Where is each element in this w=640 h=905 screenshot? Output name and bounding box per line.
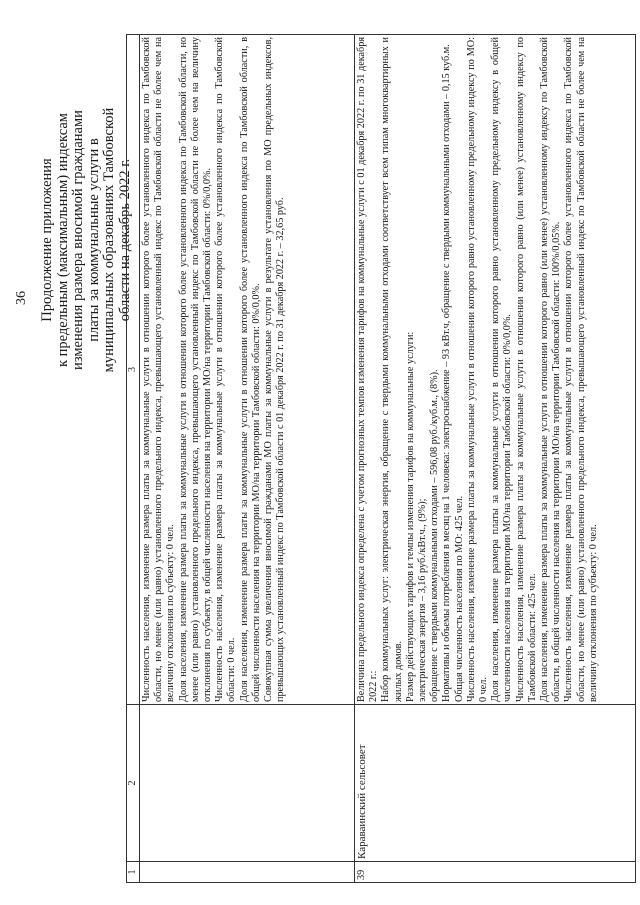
description-paragraph: Численность населения, изменение размера платы за коммунальные услуги в отношении которого более установленного индекса по Тамбовской области: 0 чел. — [214, 37, 238, 702]
row-number: 39 — [355, 862, 636, 883]
index-table — [126, 34, 636, 883]
description-paragraph: Набор коммунальных услуг: электрическая энергия, обращение с твердыми коммунальными отходами соответствует всем типам многоквартирных и жилых домов. — [380, 37, 404, 702]
description-paragraph: Размер действующих тарифов и темпы изменения тарифов на коммунальные услуги: — [404, 331, 416, 702]
description-paragraph: Общая численность населения по МО: 425 чел. — [453, 495, 465, 702]
heading-line: Продолжение приложения — [39, 158, 55, 322]
heading-line: муниципальных образованиях Тамбовской — [101, 107, 117, 373]
heading-line: к предельным (максимальным) индексам — [54, 113, 71, 367]
row-description — [140, 35, 355, 705]
description-paragraph: Численность населения, изменение размера платы за коммунальные услуги в отношении которого более установленного индекса по Тамбовской области, но менее (или равно) установленного предельного индекса, превышающего установленный индекс по Тамбовской области не более чем на величину отклонения по субъекту: 0 чел. — [563, 37, 599, 702]
appendix-heading — [40, 20, 133, 460]
column-header-3: 3 — [127, 35, 140, 705]
description-paragraph: электрическая энергия – 3,16 руб./кВт.ч., (9%); — [417, 498, 429, 702]
description-paragraph: Численность населения, изменение размера платы за коммунальные услуги в отношении которого равно установленному предельному индексу по МО: 0 чел. — [465, 37, 490, 702]
column-header-2: 2 — [127, 705, 140, 862]
municipality-name: Караваинский сельсовет — [355, 705, 636, 862]
description-paragraph: Нормативы и объемы потребления в месяц на 1 человека: электроснабжение – 93 кВт.ч, обращение с твердыми коммунальными отходами – 0,15 куб.м. — [441, 44, 453, 702]
row-number — [140, 862, 355, 883]
description-paragraph: Численность населения, изменение размера платы за коммунальные услуги в отношении которого более установленного индекса по Тамбовской области, но менее (или равно) установленного предельного индекса, превышающего установленный индекс по Тамбовской области не более чем на величину отклонения по субъекту: 0 чел. — [141, 37, 177, 702]
heading-line: изменения размера вносимой гражданами — [70, 110, 86, 370]
heading-line: платы за коммунальные услуги в — [85, 138, 102, 342]
description-paragraph: Численность населения, изменение размера платы за коммунальные услуги в отношении которого равно (или менее) установленному индексу по Тамбовской области: 425 чел. — [514, 37, 538, 702]
description-paragraph: обращение с твердыми коммунальными отходами – 596,08 руб./куб.м., (8%). — [429, 369, 441, 702]
table-header-row — [127, 35, 140, 883]
heading-line: области на декабрь 2022 г. — [116, 158, 133, 322]
column-header-1: 1 — [127, 862, 140, 883]
description-paragraph: Доля населения, изменение размера платы за коммунальные услуги в отношении которого более установленного индекса по Тамбовской области, в общей численности населения на территории МО/на территории Тамбовской области: 0%/0,0%. — [238, 37, 262, 702]
description-paragraph: Доля населения, изменение размера платы за коммунальные услуги в отношении которого более установленного индекса по Тамбовской области, но менее (или равно) установленного предельного индекса, превышающего установленный индекс по Тамбовской области не более чем на величину отклонения по субъекту, в общей численности населения на территории МО/на территории Тамбовской области: 0%/0,0%. — [177, 37, 214, 702]
municipality-name — [140, 705, 355, 862]
row-description — [355, 35, 636, 705]
page-number: 36 — [14, 291, 29, 305]
description-paragraph: Совокупная сумма увеличения вносимой гражданами МО платы за коммунальные услуги в результате установления по МО предельных индексов, превышающих установленный индекс по Тамбовской области с 01 декабря 2022 г. по 31 декабря 2022 г. – 32,65 руб. — [263, 37, 287, 702]
table-row — [140, 35, 355, 883]
description-paragraph: Величина предельного индекса определена с учетом прогнозных темпов изменения тарифов на коммунальные услуги с 01 декабря 2022 г. по 31 декабря 2022 г.: — [356, 37, 380, 702]
description-paragraph: Доля населения, изменение размера платы за коммунальные услуги в отношении которого равно (или менее) установленному индексу по Тамбовской области, в общей численности населения на территории МО/на территории Тамбовской области: 100%/0,05%. — [539, 37, 563, 702]
table-row — [355, 35, 636, 883]
description-paragraph: Доля населения, изменение размера платы за коммунальные услуги в отношении которого равно установленному предельному индексу в общей численности населения на территории МО/на территории Тамбовской области: 0%/0,0%. — [490, 37, 514, 702]
